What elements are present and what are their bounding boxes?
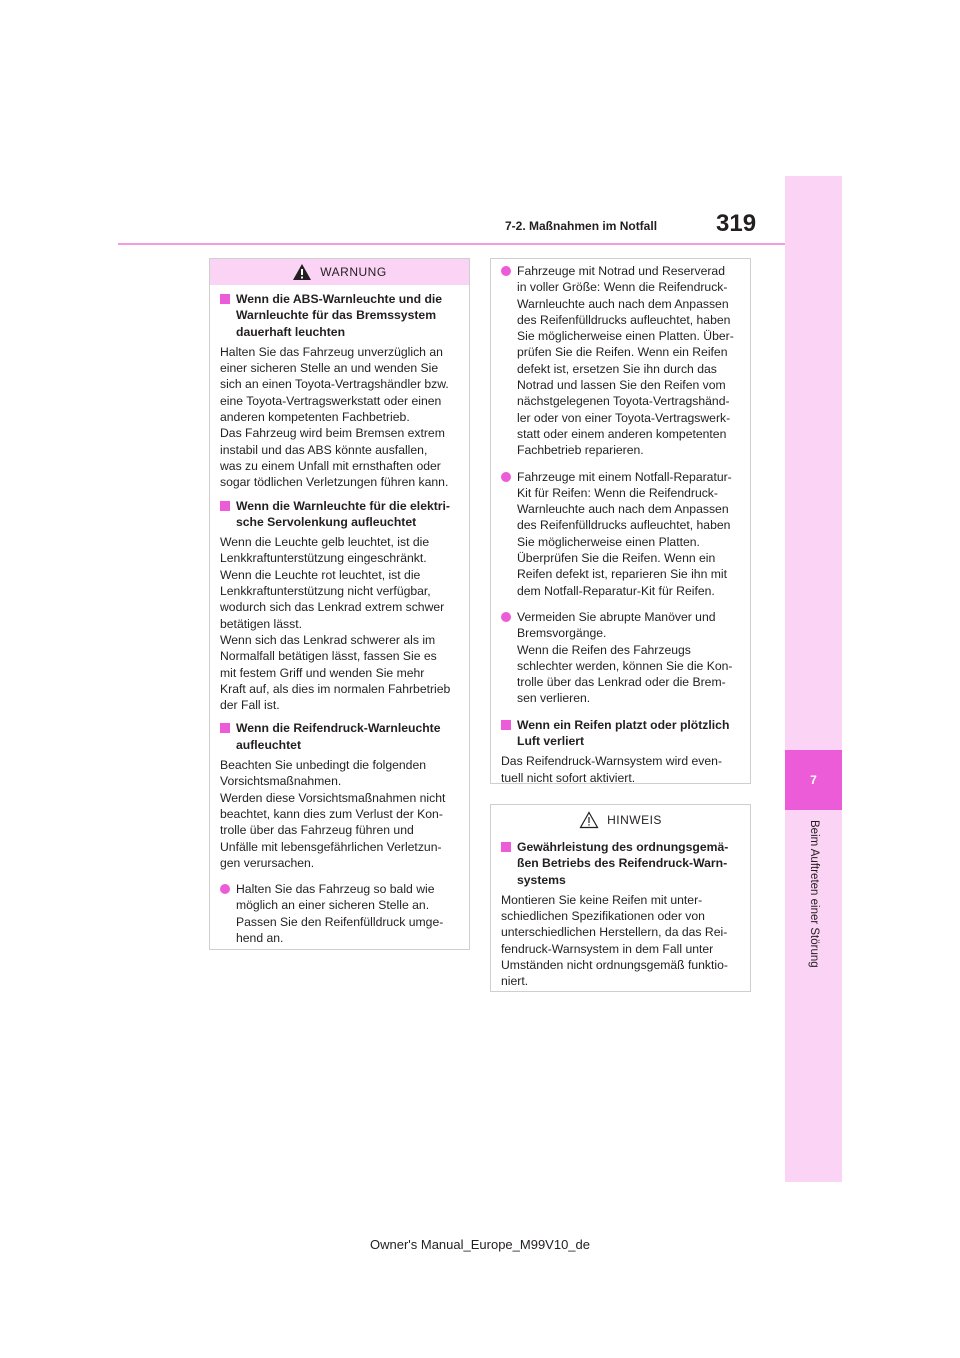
chapter-side-strip (785, 176, 842, 1182)
round-bullet-icon (220, 884, 230, 894)
chapter-number-tab (785, 750, 842, 810)
square-bullet-icon (220, 723, 230, 733)
warning-box-right (490, 258, 751, 784)
page-number: 319 (716, 210, 757, 237)
header-rule (118, 243, 785, 245)
list-item (501, 469, 740, 599)
notice-title: HINWEIS (607, 812, 662, 827)
notice-box (490, 804, 751, 992)
round-bullet-icon (501, 612, 511, 622)
round-bullet-icon (501, 472, 511, 482)
square-bullet-icon (501, 842, 511, 852)
list-item-text: Fahrzeuge mit Notrad und Reserverad in voller Größe: Wenn die Reifendruck- Warnleuchte auch nach dem Anpassen des Reifenfülldrucks aufleuchtet, haben Sie möglicherweise einen Platten. Über- prüfen Sie die Reifen. Wenn ein Reifen defekt ist, ersetzen Sie ihn durch das Notrad und lassen Sie den Reifen vom nächstgelegenen Toyota-Vertragshänd- ler oder von einer Toyota-Vertragswerk- statt oder einem anderen kompetenten Fachbetrieb reparieren. (517, 264, 734, 458)
warning-box-left (209, 258, 470, 950)
warning-title: WARNUNG (320, 264, 387, 279)
list-item-text: Fahrzeuge mit einem Notfall-Reparatur- Kit für Reifen: Wenn die Reifendruck- Warnleuchte auch nach dem Anpassen des Reifenfülldrucks aufleuchtet, haben Sie möglicherweise einen Platten. Überprüfen Sie die Reifen. Wenn ein Reifen defekt ist, reparieren Sie ihn mit dem Notfall-Reparatur-Kit für Reifen. (517, 469, 732, 598)
square-bullet-icon (220, 294, 230, 304)
list-item-text: Vermeiden Sie abrupte Manöver und Bremsvorgänge. Wenn die Reifen des Fahrzeugs schlechter werden, können Sie die Kon- trolle über das Lenkrad oder die Brem- sen verlieren. (517, 609, 733, 706)
list-item (220, 881, 459, 946)
list-item (501, 263, 740, 459)
footer-manual-id: Owner's Manual_Europe_M99V10_de (369, 1237, 590, 1252)
section-body: Montieren Sie keine Reifen mit unter- schiedlichen Spezifikationen oder von unterschiedlichen Herstellern, da das Rei- fendruck-Warnsystem in dem Fall unter Umständen nicht ordnungsgemäß funktio- niert. (501, 892, 728, 989)
square-bullet-icon (501, 720, 511, 730)
warning-header (210, 259, 469, 285)
round-bullet-icon (501, 266, 511, 276)
chapter-number: 7 (810, 773, 817, 787)
section-heading: Wenn die Reifendruck-Warnleuchte aufleuchtet (236, 721, 441, 752)
section-heading: Wenn die Warnleuchte für die elektri- sche Servolenkung aufleuchtet (236, 498, 450, 529)
warning-section-tire-burst (501, 717, 740, 750)
section-body: Das Reifendruck-Warnsystem wird even- tuell nicht sofort aktiviert. (501, 754, 723, 785)
notice-header (491, 805, 750, 835)
warning-section-steering (220, 498, 459, 531)
list-item (501, 609, 740, 707)
list-item-text: Halten Sie das Fahrzeug so bald wie möglich an einer sicheren Stelle an. Passen Sie den Reifenfülldruck umge- hend an. (236, 882, 444, 945)
caution-triangle-icon (579, 811, 599, 829)
section-heading: Gewährleistung des ordnungsgemä- ßen Betriebs des Reifendruck-Warn- systems (517, 840, 729, 887)
section-body: Wenn die Leuchte gelb leuchtet, ist die Lenkkraftunterstützung eingeschränkt. Wenn die Leuchte rot leuchtet, ist die Lenkkraftunterstützung nicht verfügbar, wodurch sich das Lenkrad extrem schwer betätigen lässt. Wenn sich das Lenkrad schwerer als im Normalfall betätigen lässt, fassen Sie es mit festem Griff und wenden Sie mehr Kraft auf, als dies im normalen Fahrbetrieb der Fall ist. (220, 535, 451, 713)
square-bullet-icon (220, 501, 230, 511)
section-body: Beachten Sie unbedingt die folgenden Vorsichtsmaßnahmen. Werden diese Vorsichtsmaßnahmen nicht beachtet, kann dies zum Verlust der Kon- trolle über das Fahrzeug führen und Unfälle mit lebensgefährlichen Verletzun- gen verursachen. (220, 758, 446, 870)
warning-section-abs (220, 291, 459, 340)
section-heading: Wenn ein Reifen platzt oder plötzlich Luft verliert (517, 717, 730, 749)
chapter-title: Beim Auftreten einer Störung (808, 820, 820, 968)
section-title: 7-2. Maßnahmen im Notfall (505, 219, 658, 233)
section-heading: Wenn die ABS-Warnleuchte und die Warnleuchte für das Bremssystem dauerhaft leuchten (236, 292, 443, 339)
warning-triangle-icon (292, 263, 312, 281)
notice-section (501, 839, 740, 888)
warning-section-tire-pressure (220, 720, 459, 753)
section-body: Halten Sie das Fahrzeug unverzüglich an einer sicheren Stelle an und wenden Sie sich an einen Toyota-Vertragshändler bzw. eine Toyota-Vertragswerkstatt oder einen anderen kompetenten Fachbetrieb. Das Fahrzeug wird beim Bremsen extrem instabil und das ABS könnte ausfallen, was zu einem Unfall mit ernsthaften oder sogar tödlichen Verletzungen führen kann. (220, 344, 449, 490)
